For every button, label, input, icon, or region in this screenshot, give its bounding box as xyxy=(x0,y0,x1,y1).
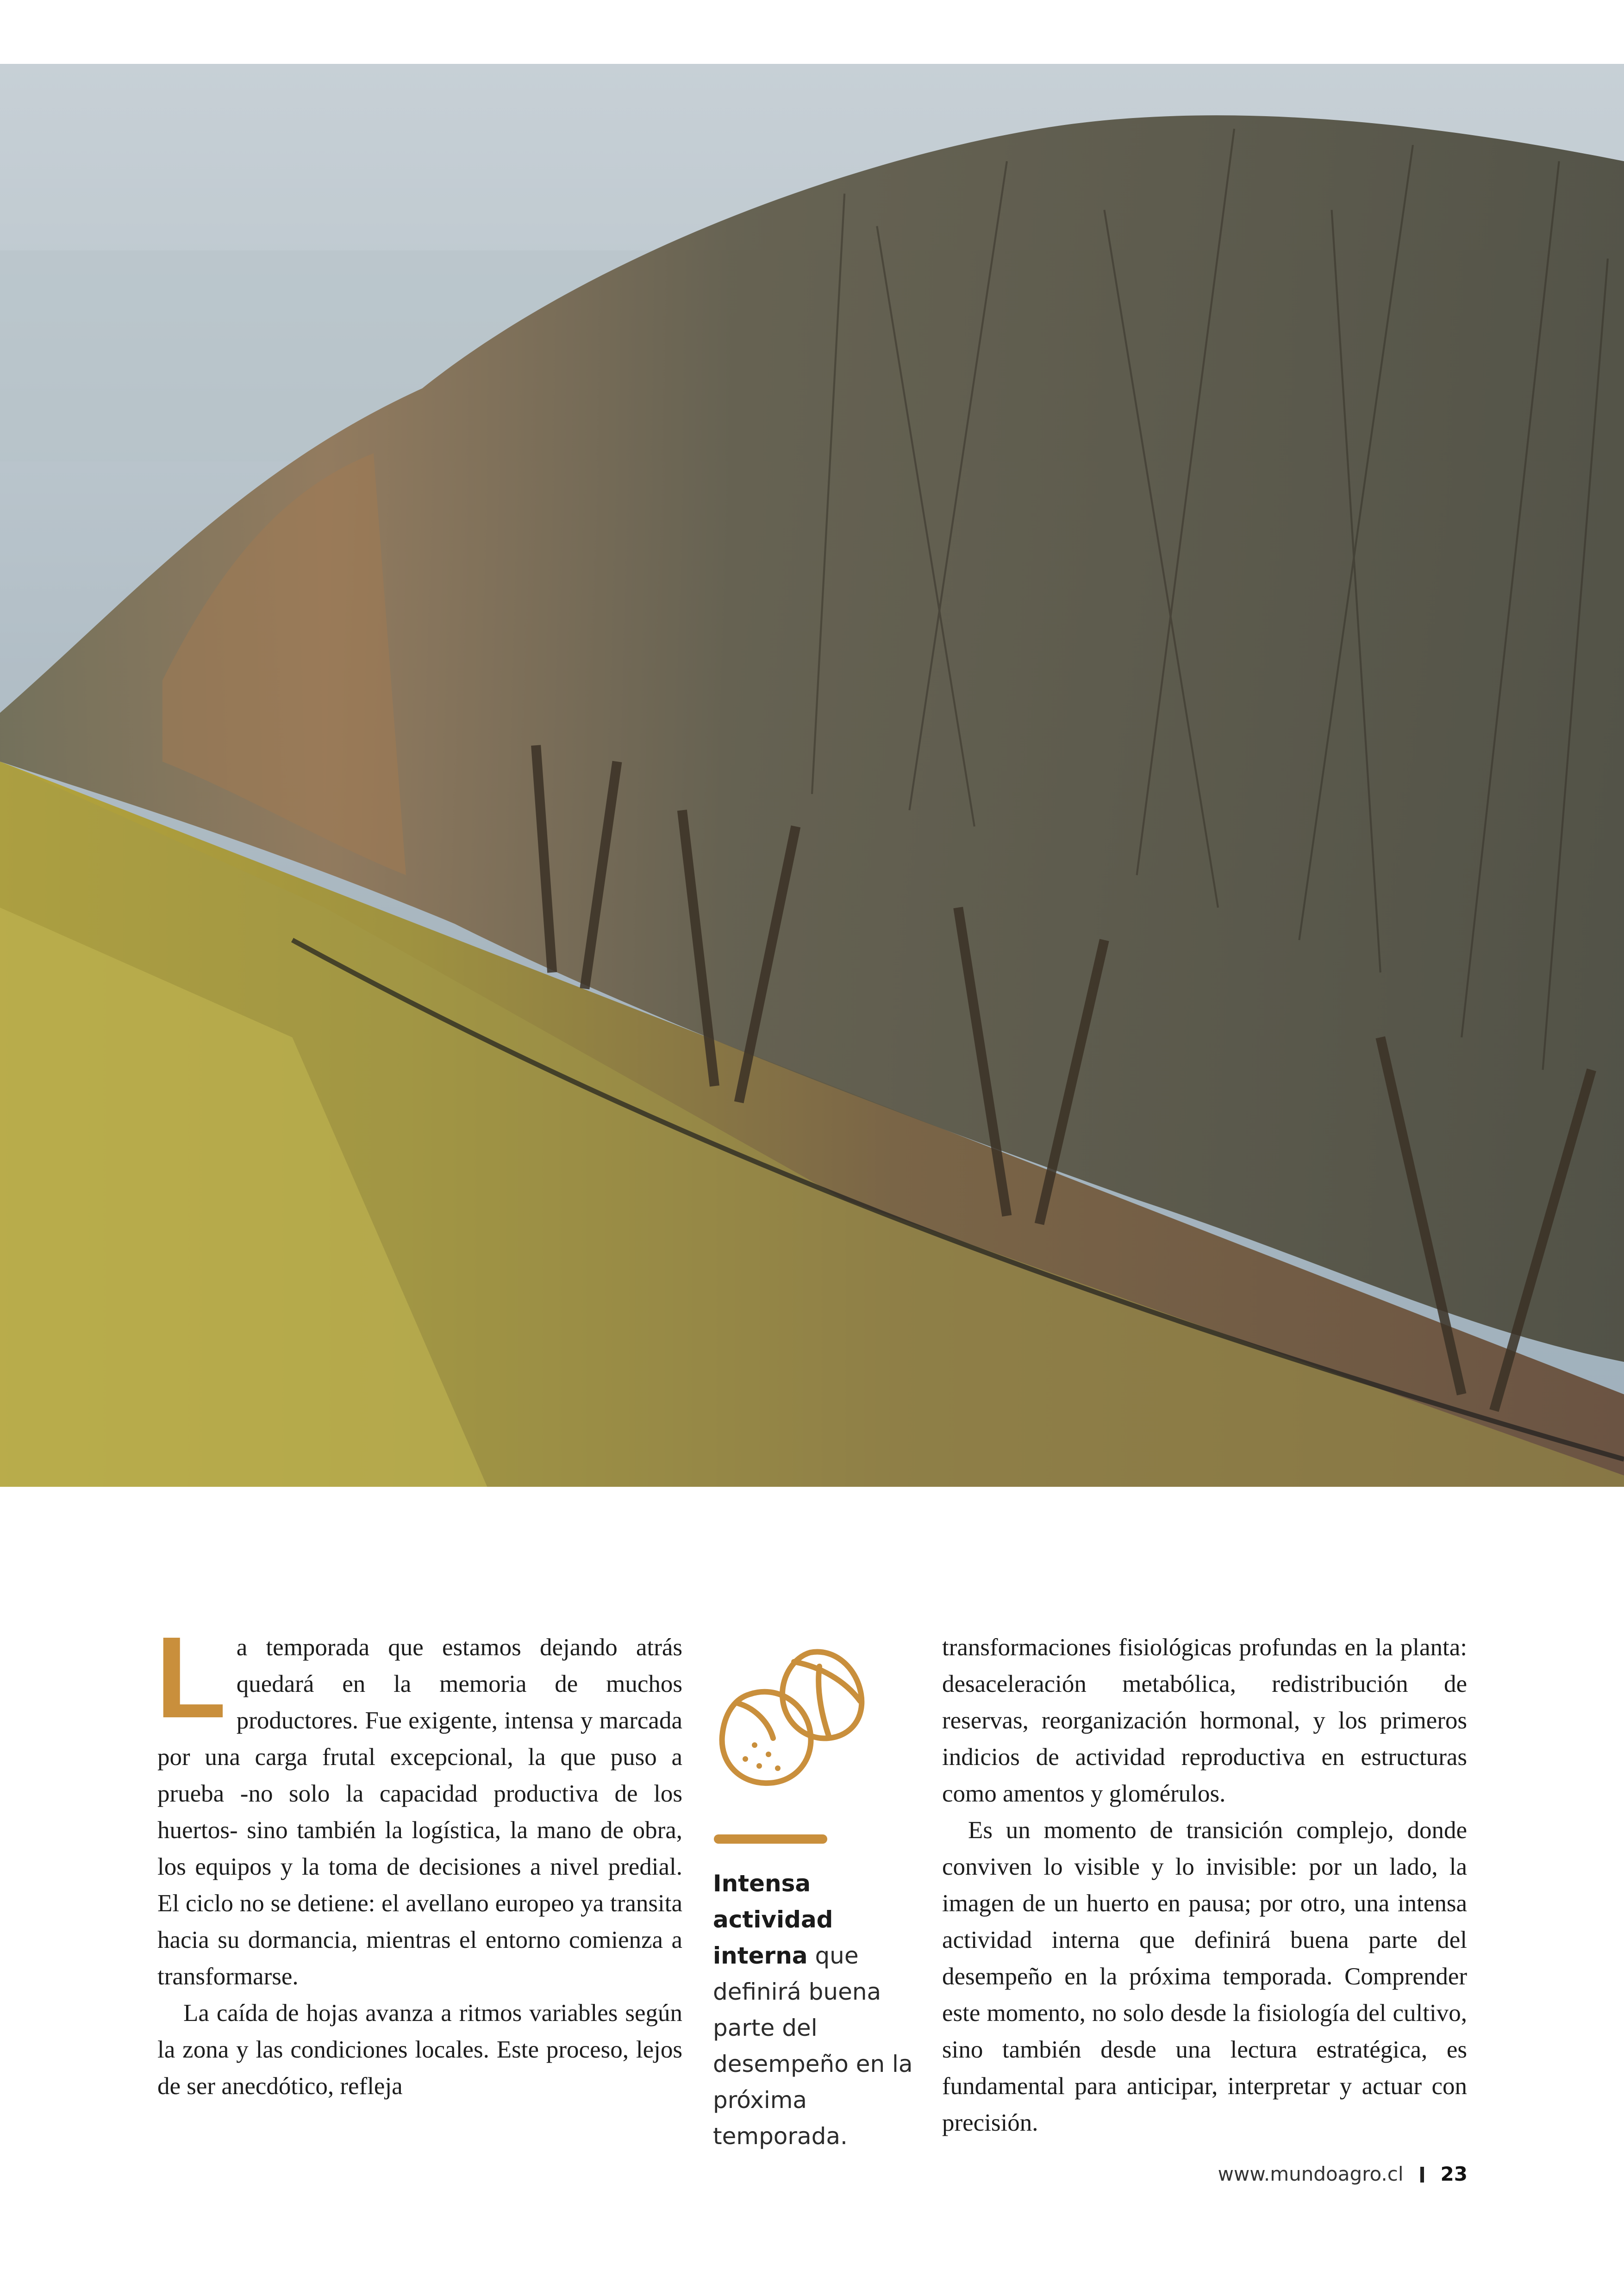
callout-body: que definirá buena parte del desempeño en la próxima temporada. xyxy=(713,1942,913,2150)
article-column-left xyxy=(156,1613,682,2105)
paragraph: La caída de hojas avanza a ritmos variables según la zona y las condiciones locales. Este proceso, lejos de ser anecdótico, refleja xyxy=(157,2000,682,2100)
footer-url[interactable]: www.mundoagro.cl xyxy=(1218,2163,1404,2185)
page-footer xyxy=(1065,2163,1468,2185)
hazelnut-orchard-photo xyxy=(0,64,1624,1487)
drop-cap: L xyxy=(156,1613,226,1742)
hazelnut-icon xyxy=(713,1639,870,1791)
paragraph xyxy=(156,1613,682,1995)
paragraph: Es un momento de transición complejo, donde conviven lo visible y lo invisible: por un lado, la imagen de un huerto en pausa; por otro, una intensa actividad interna que definirá buena parte del desempeño en la próxima temporada. Comprender este momento, no solo desde la fisiología del cultivo, sino también desde una lectura estratégica, es fundamental para anticipar, interpretar y actuar con precisión. xyxy=(942,1817,1467,2136)
page-number: 23 xyxy=(1440,2163,1468,2185)
callout-emphasis: Intensa actividad interna xyxy=(713,1870,833,1969)
paragraph-text: a temporada que estamos dejando atrás quedará en la memoria de muchos productores. Fue exigente, intensa y marcada por una carga frutal excepcional, la que puso a prueba -no solo la capacidad productiva de los huertos- sino también la logística, la mano de obra, los equipos y la toma de decisiones a nivel predial. El ciclo no se detiene: el avellano europeo ya transita hacia su dormancia, mientras el entorno comienza a transformarse. xyxy=(157,1634,682,1990)
orchard-photo-illustration xyxy=(0,64,1624,1487)
article-column-right xyxy=(942,1629,1467,2141)
paragraph: transformaciones fisiológicas profundas en la planta: desaceleración metabólica, redistribución de reservas, reorganización hormonal, y los primeros indicios de actividad reproductiva en estructuras como amentos y glomérulos. xyxy=(942,1634,1467,1807)
callout-text xyxy=(713,1865,926,2154)
footer-separator xyxy=(1420,2167,1424,2183)
accent-divider xyxy=(714,1834,827,1844)
